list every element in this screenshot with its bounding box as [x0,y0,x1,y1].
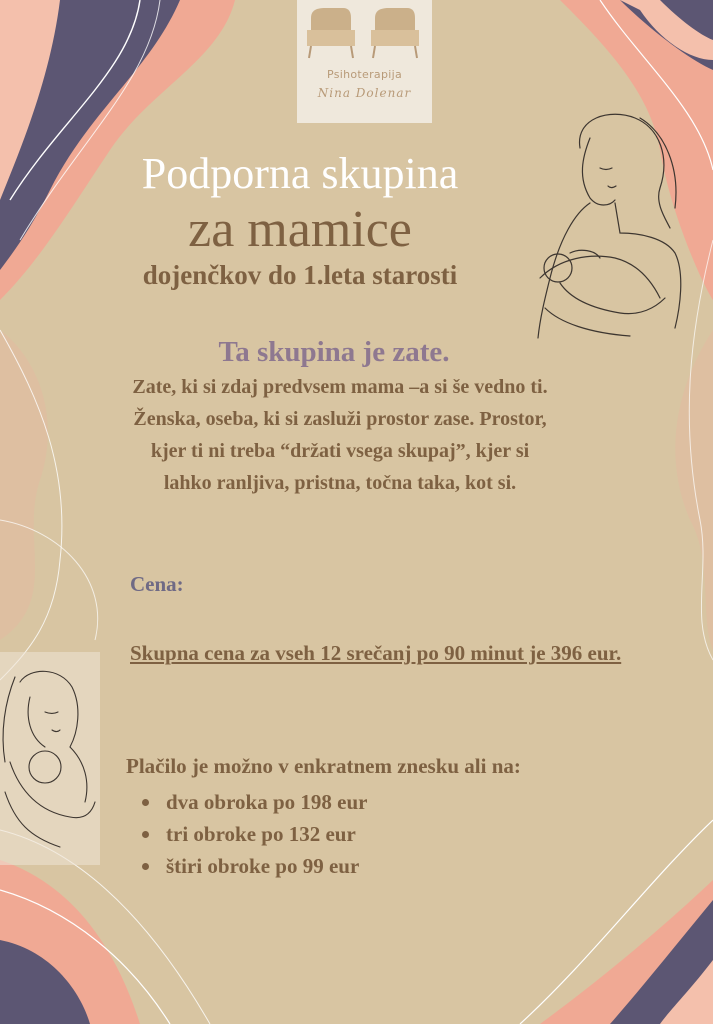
list-item: štiri obroke po 99 eur [140,850,367,882]
intro-line: lahko ranljiva, pristna, točna taka, kot si. [163,472,517,494]
logo-name: Nina Dolenar [317,86,412,100]
subtitle: dojenčkov do 1.leta starosti [142,260,458,290]
armchairs-icon [297,0,432,70]
price-text: Skupna cena za vseh 12 srečanj po 90 minut je 396 eur. [130,641,622,665]
list-item: dva obroka po 198 eur [140,786,367,818]
payment-intro: Plačilo je možno v enkratnem znesku ali na: [126,754,521,778]
title-line-2: za mamice [188,201,412,258]
section-heading: Ta skupina je zate. [218,336,450,368]
logo-brand: Psihoterapija [326,68,402,81]
mother-hug-illustration [0,652,100,865]
payment-options-list [140,786,367,882]
side-illustration-frame [0,652,100,865]
intro-line: Zate, ki si zdaj predvsem mama –a si še vedno ti. [132,376,548,398]
title-line-1: Podporna skupina [141,149,459,198]
intro-paragraph [60,371,620,499]
logo [297,0,432,123]
intro-line: Ženska, oseba, ki si zasluži prostor zase. Prostor, [133,408,547,430]
intro-line: kjer ti ni treba “držati vsega skupaj”, kjer si [150,440,530,462]
price-label: Cena: [130,572,184,596]
list-item: tri obroke po 132 eur [140,818,367,850]
mother-baby-illustration [520,108,695,353]
